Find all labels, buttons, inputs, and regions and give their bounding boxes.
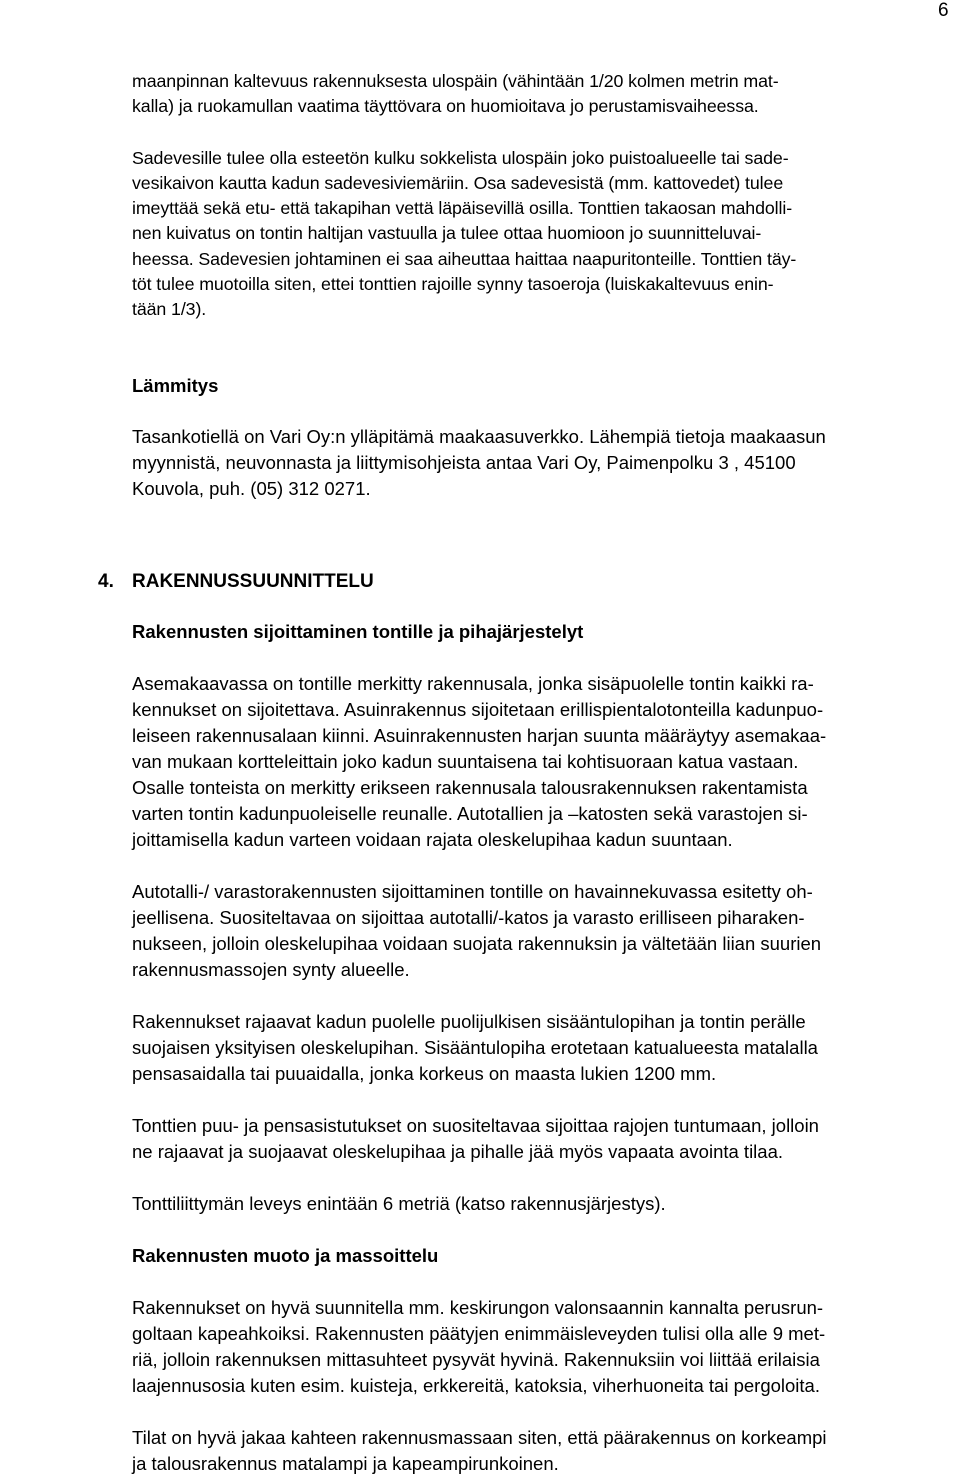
- heading-heating: Lämmitys: [132, 374, 219, 396]
- text-line: tään 1/3).: [132, 299, 207, 320]
- text-line: nukseen, jolloin oleskelupihaa voidaan suojata rakennuksin ja vältetään liian suurien: [132, 932, 822, 954]
- text-line: Sadevesille tulee olla esteetön kulku sokkelista ulospäin joko puistoalueelle tai sade-: [132, 147, 789, 168]
- text-line: ja talousrakennus matalampi ja kapeampirunkoinen.: [132, 1452, 559, 1474]
- chapter-heading: [98, 569, 956, 595]
- paragraph-slope: [132, 69, 956, 120]
- paragraph-volumes: [132, 1425, 956, 1477]
- text-line: Rakennukset rajaavat kadun puolelle puolijulkisen sisääntulopihan ja tontin perälle: [132, 1010, 806, 1032]
- text-line: kalla) ja ruokamullan vaatima täyttövara on huomioitava jo perustamisvaiheessa.: [132, 96, 759, 117]
- text-line: goltaan kapeahkoiksi. Rakennusten päätyjen enimmäisleveyden tulisi olla alle 9 met-: [132, 1322, 826, 1344]
- text-line: riä, jolloin rakennuksen mittasuhteet pysyvät hyvinä. Rakennuksiin voi liittää erilaisia: [132, 1348, 820, 1370]
- text-line: Rakennukset on hyvä suunnitella mm. keskirungon valonsaannin kannalta perusrun-: [132, 1296, 824, 1318]
- text-line: rakennusmassojen synty alueelle.: [132, 958, 410, 980]
- text-line: varten tontin kadunpuoleiselle reunalle. Autotallien ja –katosten sekä varastojen si-: [132, 802, 808, 824]
- chapter-number: 4.: [98, 570, 114, 592]
- text-line: van mukaan kortteleittain joko kadun suuntaisena tai kohtisuoraan katua vastaan.: [132, 750, 799, 772]
- text-line: leiseen rakennusalaan kiinni. Asuinrakennusten harjan suunta määräytyy asemakaa-: [132, 724, 827, 746]
- paragraph-shape: [132, 1295, 956, 1399]
- document-body: [98, 69, 956, 1477]
- paragraph-driveway: [132, 1191, 956, 1217]
- page-number: 6: [938, 0, 949, 21]
- text-line: heessa. Sadevesien johtaminen ei saa aiheuttaa haittaa naapuritonteille. Tonttien täy-: [132, 248, 797, 269]
- text-line: Autotalli-/ varastorakennusten sijoittaminen tontille on havainnekuvassa esitetty oh-: [132, 880, 813, 902]
- text-line: Asemakaavassa on tontille merkitty rakennusala, jonka sisäpuolelle tontin kaikki ra-: [132, 672, 814, 694]
- text-line: myynnistä, neuvonnasta ja liittymisohjeista antaa Vari Oy, Paimenpolku 3 , 45100: [132, 451, 796, 473]
- text-line: Osalle tonteista on merkitty erikseen rakennusala talousrakennuksen rakentamista: [132, 776, 808, 798]
- text-line: suojaisen yksityisen oleskelupihan. Sisääntulopiha erotetaan katualueesta matalalla: [132, 1036, 818, 1058]
- text-line: maanpinnan kaltevuus rakennuksesta ulospäin (vähintään 1/20 kolmen metrin mat-: [132, 71, 779, 91]
- text-line: töt tulee muotoilla siten, ettei tonttien rajoille synny tasoeroja (luiskakaltevuus enin-: [132, 274, 774, 295]
- text-line: imeyttää sekä etu- että takapihan vettä läpäisevillä osilla. Tonttien takaosan mahdolli-: [132, 198, 793, 219]
- text-line: nen kuivatus on tontin haltijan vastuulla ja tulee ottaa huomioon jo suunnitteluvai-: [132, 223, 762, 244]
- text-line: Tonttiliittymän leveys enintään 6 metriä (katso rakennusjärjestys).: [132, 1192, 666, 1214]
- paragraph-garages: [132, 879, 956, 983]
- text-line: joittamisella kadun varteen voidaan rajata oleskelupihaa kadun suuntaan.: [132, 828, 733, 850]
- text-line: jeellisena. Suositeltavaa on sijoittaa autotalli/-katos ja varasto erilliseen piharaken-: [132, 906, 805, 928]
- chapter-title: RAKENNUSSUUNNITTELU: [132, 570, 374, 592]
- text-line: Tonttien puu- ja pensasistutukset on suositeltavaa sijoittaa rajojen tuntumaan, jolloin: [132, 1114, 819, 1136]
- text-line: Tasankotiellä on Vari Oy:n ylläpitämä maakaasuverkko. Lähempiä tietoja maakaasun: [132, 425, 826, 447]
- text-line: Kouvola, puh. (05) 312 0271.: [132, 477, 371, 499]
- heading-massing: Rakennusten muoto ja massoittelu: [132, 1244, 439, 1266]
- paragraph-planting: [132, 1113, 956, 1165]
- paragraph-heating: [132, 424, 956, 502]
- paragraph-yards: [132, 1009, 956, 1087]
- heading-placement: Rakennusten sijoittaminen tontille ja pihajärjestelyt: [132, 620, 584, 642]
- paragraph-zoning: [132, 671, 956, 853]
- text-line: laajennusosia kuten esim. kuisteja, erkkereitä, katoksia, viherhuoneita tai pergoloita.: [132, 1374, 820, 1396]
- text-line: kennukset on sijoitettava. Asuinrakennus sijoitetaan erillispientalotonteilla kadunpuo-: [132, 698, 824, 720]
- paragraph-rainwater: [132, 146, 956, 323]
- text-line: vesikaivon kautta kadun sadevesiviemäriin. Osa sadevesistä (mm. kattovedet) tulee: [132, 172, 784, 193]
- text-line: pensasaidalla tai puuaidalla, jonka korkeus on maasta lukien 1200 mm.: [132, 1062, 717, 1084]
- text-line: Tilat on hyvä jakaa kahteen rakennusmassaan siten, että päärakennus on korkeampi: [132, 1426, 827, 1448]
- text-line: ne rajaavat ja suojaavat oleskelupihaa ja pihalle jää myös vapaata avointa tilaa.: [132, 1140, 784, 1162]
